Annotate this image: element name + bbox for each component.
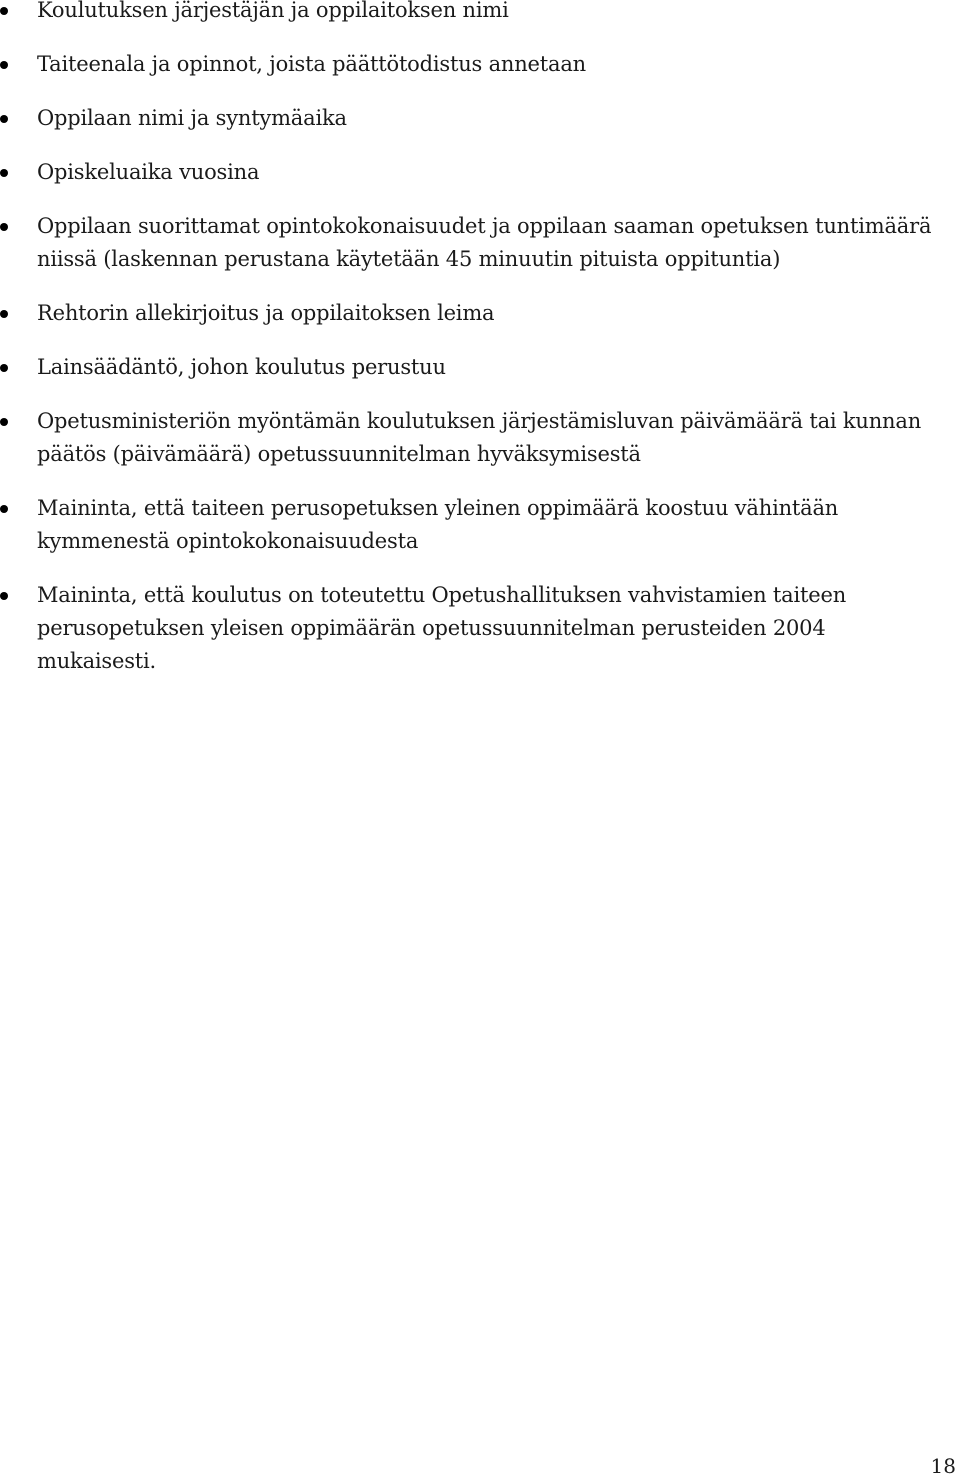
bullet-icon (0, 7, 8, 15)
list-item-text: Opetusministeriön myöntämän koulutuksen järjestämisluvan päivämäärä tai kunnan päätös (päivämäärä) opetussuunnitelman hyväksymisestä (37, 409, 922, 466)
list-item-text: Oppilaan suorittamat opintokokonaisuudet ja oppilaan saaman opetuksen tuntimäärä niissä (laskennan perustana käytetään 45 minuutin pituista oppituntia) (37, 214, 932, 271)
list-item (0, 0, 950, 27)
bullet-icon (0, 61, 8, 69)
bullet-icon (0, 169, 8, 177)
page-number: 18 (930, 1454, 956, 1478)
list-item-text: Lainsäädäntö, johon koulutus perustuu (37, 355, 446, 379)
list-item (0, 492, 950, 558)
requirements-list (0, 0, 950, 699)
bullet-icon (0, 364, 8, 372)
bullet-icon (0, 310, 8, 318)
bullet-icon (0, 418, 8, 426)
list-item-text: Opiskeluaika vuosina (37, 160, 260, 184)
bullet-icon (0, 223, 8, 231)
list-item (0, 48, 950, 81)
bullet-icon (0, 505, 8, 513)
list-item (0, 156, 950, 189)
list-item-text: Maininta, että koulutus on toteutettu Opetushallituksen vahvistamien taiteen perusopetuksen yleisen oppimäärän opetussuunnitelman perusteiden 2004 mukaisesti. (37, 583, 847, 673)
list-item-text: Oppilaan nimi ja syntymäaika (37, 106, 347, 130)
list-item-text: Rehtorin allekirjoitus ja oppilaitoksen leima (37, 301, 495, 325)
list-item (0, 102, 950, 135)
bullet-icon (0, 115, 8, 123)
list-item (0, 297, 950, 330)
list-item (0, 579, 950, 678)
list-item (0, 210, 950, 276)
bullet-icon (0, 592, 8, 600)
list-item-text: Maininta, että taiteen perusopetuksen yleinen oppimäärä koostuu vähintään kymmenestä opintokokonaisuudesta (37, 496, 839, 553)
list-item-text: Taiteenala ja opinnot, joista päättötodistus annetaan (37, 52, 586, 76)
list-item (0, 351, 950, 384)
list-item (0, 405, 950, 471)
list-item-text: Koulutuksen järjestäjän ja oppilaitoksen nimi (37, 0, 509, 22)
